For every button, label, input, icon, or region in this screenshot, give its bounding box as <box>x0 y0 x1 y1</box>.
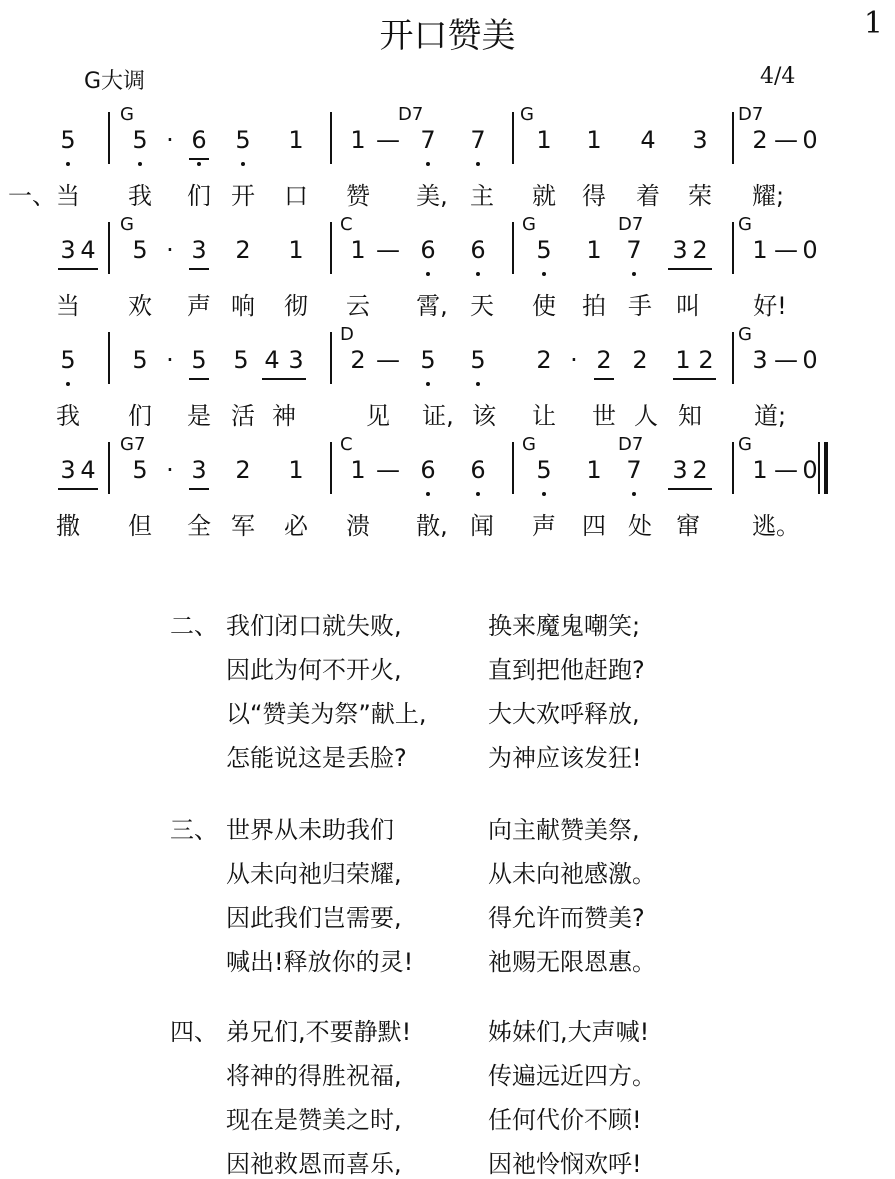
bar-line <box>330 442 332 494</box>
lyric-syllable: 彻 <box>284 292 308 320</box>
chord-symbol: G <box>738 324 752 345</box>
lyric-syllable: 赞 <box>346 182 370 210</box>
eighth-note-underline <box>58 268 98 270</box>
note: 2 <box>536 346 552 374</box>
bar-line <box>108 332 110 384</box>
bar-line <box>108 442 110 494</box>
note: 1 <box>752 236 768 264</box>
bar-line <box>732 332 734 384</box>
note: 0 <box>802 346 818 374</box>
eighth-note-underline <box>58 488 98 490</box>
lyric-syllable: 但 <box>128 512 152 540</box>
song-title: 开口赞美 <box>379 16 516 56</box>
low-octave-dot <box>542 492 546 496</box>
note: 4 <box>640 126 656 154</box>
low-octave-dot <box>476 382 480 386</box>
bar-line <box>732 442 734 494</box>
note: 2 <box>692 236 708 264</box>
note: — <box>774 346 798 374</box>
note: 1 <box>675 346 691 374</box>
note: 1 <box>350 456 366 484</box>
lyric-syllable: 窜 <box>676 512 700 540</box>
key-signature: G大调 <box>84 69 146 94</box>
verse-line: 为神应该发狂! <box>488 744 642 772</box>
verse-line: 姊妹们,大声喊! <box>488 1018 650 1046</box>
lyric-syllable: 得 <box>582 182 606 210</box>
bar-line <box>108 112 110 164</box>
low-octave-dot <box>66 382 70 386</box>
note: 6 <box>470 236 486 264</box>
lyric-syllable: 知 <box>678 402 702 430</box>
lyric-syllable: 耀; <box>751 182 785 210</box>
note: 5 <box>536 236 552 264</box>
note: 6 <box>420 236 436 264</box>
verse-label: 四、 <box>170 1018 218 1046</box>
note: — <box>774 456 798 484</box>
note: 6 <box>420 456 436 484</box>
verse-line: 因此我们岂需要, <box>226 904 402 932</box>
lyric-syllable: 响 <box>231 292 255 320</box>
verse-line: 任何代价不顾! <box>488 1106 642 1134</box>
note: · <box>166 126 174 154</box>
note: 2 <box>698 346 714 374</box>
note: 3 <box>288 346 304 374</box>
note: 4 <box>264 346 280 374</box>
chord-symbol: C <box>340 214 353 235</box>
low-octave-dot <box>241 162 245 166</box>
low-octave-dot <box>426 492 430 496</box>
note: 2 <box>632 346 648 374</box>
bar-line <box>330 222 332 274</box>
note: 1 <box>586 456 602 484</box>
lyric-syllable: 使 <box>532 292 556 320</box>
note: 3 <box>60 456 76 484</box>
note: 3 <box>60 236 76 264</box>
verse-line: 大大欢呼释放, <box>488 700 640 728</box>
note: 4 <box>80 236 96 264</box>
lyric-syllable: 人 <box>634 402 658 430</box>
note: · <box>570 346 578 374</box>
lyric-syllable: 溃 <box>346 512 370 540</box>
lyric-syllable: 神 <box>272 402 296 430</box>
note: — <box>774 126 798 154</box>
lyric-syllable: 撒 <box>56 512 80 540</box>
note: 3 <box>752 346 768 374</box>
lyric-syllable: 处 <box>628 512 652 540</box>
chord-symbol: G7 <box>120 434 146 455</box>
note: 3 <box>191 456 207 484</box>
verse-line: 世界从未助我们 <box>226 816 394 844</box>
low-octave-dot <box>632 272 636 276</box>
chord-symbol: G <box>522 434 536 455</box>
note: 1 <box>752 456 768 484</box>
note: 1 <box>288 456 304 484</box>
note: 1 <box>536 126 552 154</box>
lyric-syllable: 霄, <box>416 292 448 320</box>
lyric-syllable: 全 <box>187 512 211 540</box>
bar-line <box>732 112 734 164</box>
verse-line: 因此为何不开火, <box>226 656 402 684</box>
eighth-note-underline <box>189 488 209 490</box>
lyric-syllable: 天 <box>470 292 494 320</box>
lyric-syllable: 云 <box>346 292 370 320</box>
note: 2 <box>596 346 612 374</box>
low-octave-dot <box>66 162 70 166</box>
note: 6 <box>470 456 486 484</box>
note: 7 <box>420 126 436 154</box>
verse-line: 弟兄们,不要静默! <box>226 1018 412 1046</box>
chord-symbol: D7 <box>398 104 424 125</box>
chord-symbol: G <box>738 214 752 235</box>
verse-line: 因祂救恩而喜乐, <box>226 1150 402 1178</box>
note: 2 <box>235 456 251 484</box>
note: 0 <box>802 456 818 484</box>
chord-symbol: D7 <box>738 104 764 125</box>
chord-symbol: G <box>120 214 134 235</box>
note: 5 <box>536 456 552 484</box>
verse-line: 传遍远近四方。 <box>488 1062 656 1090</box>
low-octave-dot <box>426 162 430 166</box>
note: 1 <box>288 236 304 264</box>
note: 1 <box>586 236 602 264</box>
note: 1 <box>586 126 602 154</box>
lyric-syllable: 开 <box>231 182 255 210</box>
verse-label: 三、 <box>170 816 218 844</box>
lyric-syllable: 是 <box>187 402 211 430</box>
lyric-syllable: 们 <box>187 182 211 210</box>
note: 7 <box>626 456 642 484</box>
lyric-syllable: 活 <box>231 402 255 430</box>
eighth-note-underline <box>189 268 209 270</box>
note: 0 <box>802 236 818 264</box>
lyric-syllable: 道; <box>753 402 787 430</box>
chord-symbol: G <box>738 434 752 455</box>
verse-line: 祂赐无限恩惠。 <box>488 948 656 976</box>
lyric-syllable: 就 <box>532 182 556 210</box>
low-octave-dot <box>542 272 546 276</box>
chord-symbol: G <box>520 104 534 125</box>
bar-line <box>330 112 332 164</box>
lyric-syllable: 世 <box>592 402 616 430</box>
final-bar-line <box>818 442 820 494</box>
lyric-syllable: 拍 <box>582 292 606 320</box>
eighth-note-underline <box>262 378 306 380</box>
note: 5 <box>191 346 207 374</box>
verse-line: 从未向祂感激。 <box>488 860 656 888</box>
chord-symbol: G <box>522 214 536 235</box>
note: · <box>166 456 174 484</box>
note: — <box>774 236 798 264</box>
bar-line <box>512 222 514 274</box>
lyric-syllable: 叫 <box>676 292 700 320</box>
eighth-note-underline <box>673 378 716 380</box>
eighth-note-underline <box>668 488 712 490</box>
note: — <box>376 456 400 484</box>
verse-line: 以“赞美为祭”献上, <box>226 700 427 728</box>
note: — <box>376 126 400 154</box>
note: 6 <box>191 126 207 154</box>
lyric-syllable: 我 <box>128 182 152 210</box>
note: 5 <box>233 346 249 374</box>
note: 2 <box>350 346 366 374</box>
low-octave-dot <box>476 272 480 276</box>
page-number: 1 <box>863 6 883 41</box>
lyric-syllable: 闻 <box>470 512 494 540</box>
chord-symbol: G <box>120 104 134 125</box>
verse-label: 二、 <box>170 612 218 640</box>
lyric-syllable: 当 <box>56 182 80 210</box>
lyric-syllable: 见 <box>366 402 390 430</box>
note: 0 <box>802 126 818 154</box>
low-octave-dot <box>426 272 430 276</box>
verse-line: 得允许而赞美? <box>488 904 645 932</box>
lyric-syllable: 着 <box>636 182 660 210</box>
low-octave-dot <box>138 162 142 166</box>
verse-line: 从未向祂归荣耀, <box>226 860 402 888</box>
lyric-syllable: 声 <box>187 292 211 320</box>
note: 5 <box>132 456 148 484</box>
note: 7 <box>470 126 486 154</box>
verse-line: 现在是赞美之时, <box>226 1106 402 1134</box>
lyric-syllable: 当 <box>56 292 80 320</box>
lyric-syllable: 欢 <box>128 292 152 320</box>
lyric-syllable: 荣 <box>688 182 712 210</box>
chord-symbol: D <box>340 324 354 345</box>
verse-line: 直到把他赶跑? <box>488 656 645 684</box>
lyric-syllable: 口 <box>284 182 308 210</box>
time-signature: 4/4 <box>760 64 796 89</box>
note: 5 <box>60 346 76 374</box>
note: 5 <box>420 346 436 374</box>
lyric-syllable: 军 <box>231 512 255 540</box>
note: 2 <box>235 236 251 264</box>
lyric-syllable: 好! <box>753 292 787 320</box>
lyric-syllable: 手 <box>628 292 652 320</box>
bar-line <box>732 222 734 274</box>
lyric-syllable: 四 <box>582 512 606 540</box>
verse-line: 将神的得胜祝福, <box>226 1062 402 1090</box>
low-octave-dot <box>197 162 201 166</box>
note: 2 <box>752 126 768 154</box>
note: 7 <box>626 236 642 264</box>
verse-number: 一、 <box>8 182 56 210</box>
lyric-syllable: 散, <box>416 512 448 540</box>
note: 4 <box>80 456 96 484</box>
chord-symbol: D7 <box>618 214 644 235</box>
lyric-syllable: 逃。 <box>752 512 800 540</box>
eighth-note-underline <box>668 268 712 270</box>
note: 5 <box>235 126 251 154</box>
note: — <box>376 236 400 264</box>
lyric-syllable: 美, <box>416 182 448 210</box>
chord-symbol: C <box>340 434 353 455</box>
lyric-syllable: 们 <box>128 402 152 430</box>
verse-line: 向主献赞美祭, <box>488 816 640 844</box>
lyric-syllable: 该 <box>472 402 496 430</box>
low-octave-dot <box>632 492 636 496</box>
low-octave-dot <box>476 492 480 496</box>
note: 3 <box>191 236 207 264</box>
lyric-syllable: 让 <box>532 402 556 430</box>
verse-line: 因祂怜悯欢呼! <box>488 1150 642 1178</box>
lyric-syllable: 证, <box>422 402 454 430</box>
lyric-syllable: 主 <box>470 182 494 210</box>
bar-line <box>330 332 332 384</box>
note: 3 <box>672 236 688 264</box>
low-octave-dot <box>426 382 430 386</box>
verse-line: 换来魔鬼嘲笑; <box>488 612 641 640</box>
eighth-note-underline <box>189 378 209 380</box>
note: 5 <box>60 126 76 154</box>
chord-symbol: D7 <box>618 434 644 455</box>
note: 5 <box>132 126 148 154</box>
verse-line: 怎能说这是丢脸? <box>226 744 407 772</box>
note: 5 <box>132 236 148 264</box>
final-bar-line <box>824 442 828 494</box>
eighth-note-underline <box>594 378 614 380</box>
verse-line: 喊出!释放你的灵! <box>226 948 414 976</box>
note: 1 <box>350 236 366 264</box>
note: 1 <box>350 126 366 154</box>
note: 3 <box>672 456 688 484</box>
note: 2 <box>692 456 708 484</box>
low-octave-dot <box>476 162 480 166</box>
note: 5 <box>132 346 148 374</box>
verse-line: 我们闭口就失败, <box>226 612 402 640</box>
note: — <box>376 346 400 374</box>
note: · <box>166 346 174 374</box>
lyric-syllable: 必 <box>284 512 308 540</box>
lyric-syllable: 我 <box>56 402 80 430</box>
note: 1 <box>288 126 304 154</box>
bar-line <box>512 442 514 494</box>
note: 3 <box>692 126 708 154</box>
note: · <box>166 236 174 264</box>
lyric-syllable: 声 <box>532 512 556 540</box>
note: 5 <box>470 346 486 374</box>
bar-line <box>512 112 514 164</box>
bar-line <box>108 222 110 274</box>
eighth-note-underline <box>189 158 209 160</box>
